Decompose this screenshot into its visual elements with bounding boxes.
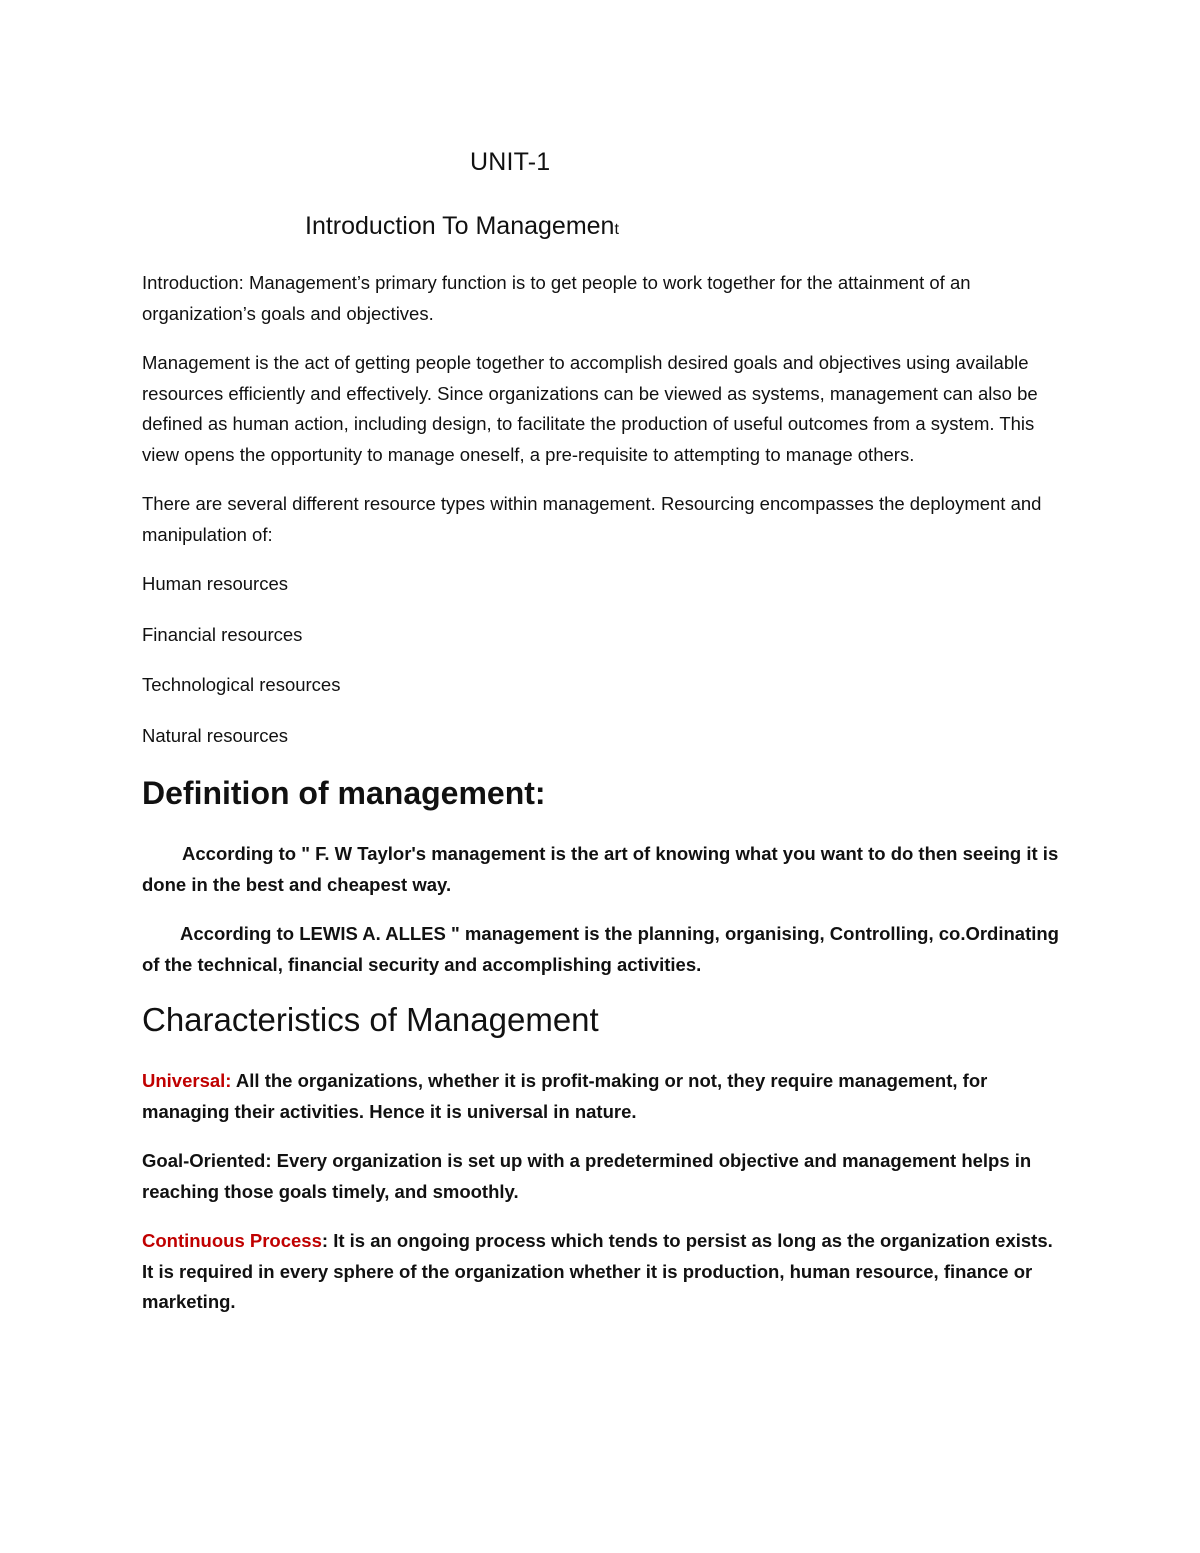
characteristic-goal-oriented bbox=[142, 1146, 1062, 1207]
resource-item-human: Human resources bbox=[142, 573, 289, 594]
characteristics-heading: Characteristics of Management bbox=[142, 1001, 599, 1038]
characteristic-term: Goal-Oriented: bbox=[142, 1150, 272, 1171]
intro-paragraph: Introduction: Management’s primary function is to get people to work together for the attainment of an organization’s goals and objectives. bbox=[142, 272, 971, 324]
definition-alles: According to LEWIS A. ALLES " management is the planning, organising, Controlling, co.Ordinating of the technical, financial security and accomplishing activities. bbox=[142, 923, 1059, 975]
unit-title: UNIT-1 bbox=[470, 148, 551, 176]
resource-item-natural: Natural resources bbox=[142, 724, 289, 746]
resource-item-financial: Financial resources bbox=[142, 623, 303, 645]
characteristic-term: Continuous Process bbox=[142, 1230, 322, 1251]
management-paragraph: Management is the act of getting people together to accomplish desired goals and objectives using available resources efficiently and effectively. Since organizations can be viewed as systems, management can also be defined as human action, including design, to facilitate the production of useful outcomes from a system. This view opens the opportunity to manage oneself, a pre-requisite to attempting to manage others. bbox=[142, 352, 1038, 465]
document-title bbox=[305, 212, 619, 241]
resource-types-paragraph: There are several different resource types within management. Resourcing encompasses the deployment and manipulation of: bbox=[142, 493, 1042, 545]
characteristic-universal bbox=[142, 1066, 1062, 1127]
characteristic-term: Universal: bbox=[142, 1070, 232, 1091]
resource-item-technological: Technological resources bbox=[142, 674, 341, 695]
characteristic-text: : It is an ongoing process which tends to persist as long as the organization exists. It is required in every sphere of the organization whether it is production, human resource, finance or marketing. bbox=[142, 1230, 1053, 1312]
characteristic-continuous-process bbox=[142, 1226, 1062, 1318]
characteristic-text: Every organization is set up with a predetermined objective and management helps in reaching those goals timely, and smoothly. bbox=[142, 1150, 1032, 1202]
document-title-main: Introduction To Managemen bbox=[305, 212, 615, 240]
definition-heading: Definition of management: bbox=[142, 775, 546, 811]
characteristic-text: All the organizations, whether it is profit-making or not, they require management, for managing their activities. Hence it is universal in nature. bbox=[142, 1070, 988, 1122]
definition-taylor: According to " F. W Taylor's management is the art of knowing what you want to do then seeing it is done in the best and cheapest way. bbox=[142, 843, 1059, 895]
document-title-tail: t bbox=[614, 221, 619, 238]
document-body bbox=[142, 268, 1062, 1337]
